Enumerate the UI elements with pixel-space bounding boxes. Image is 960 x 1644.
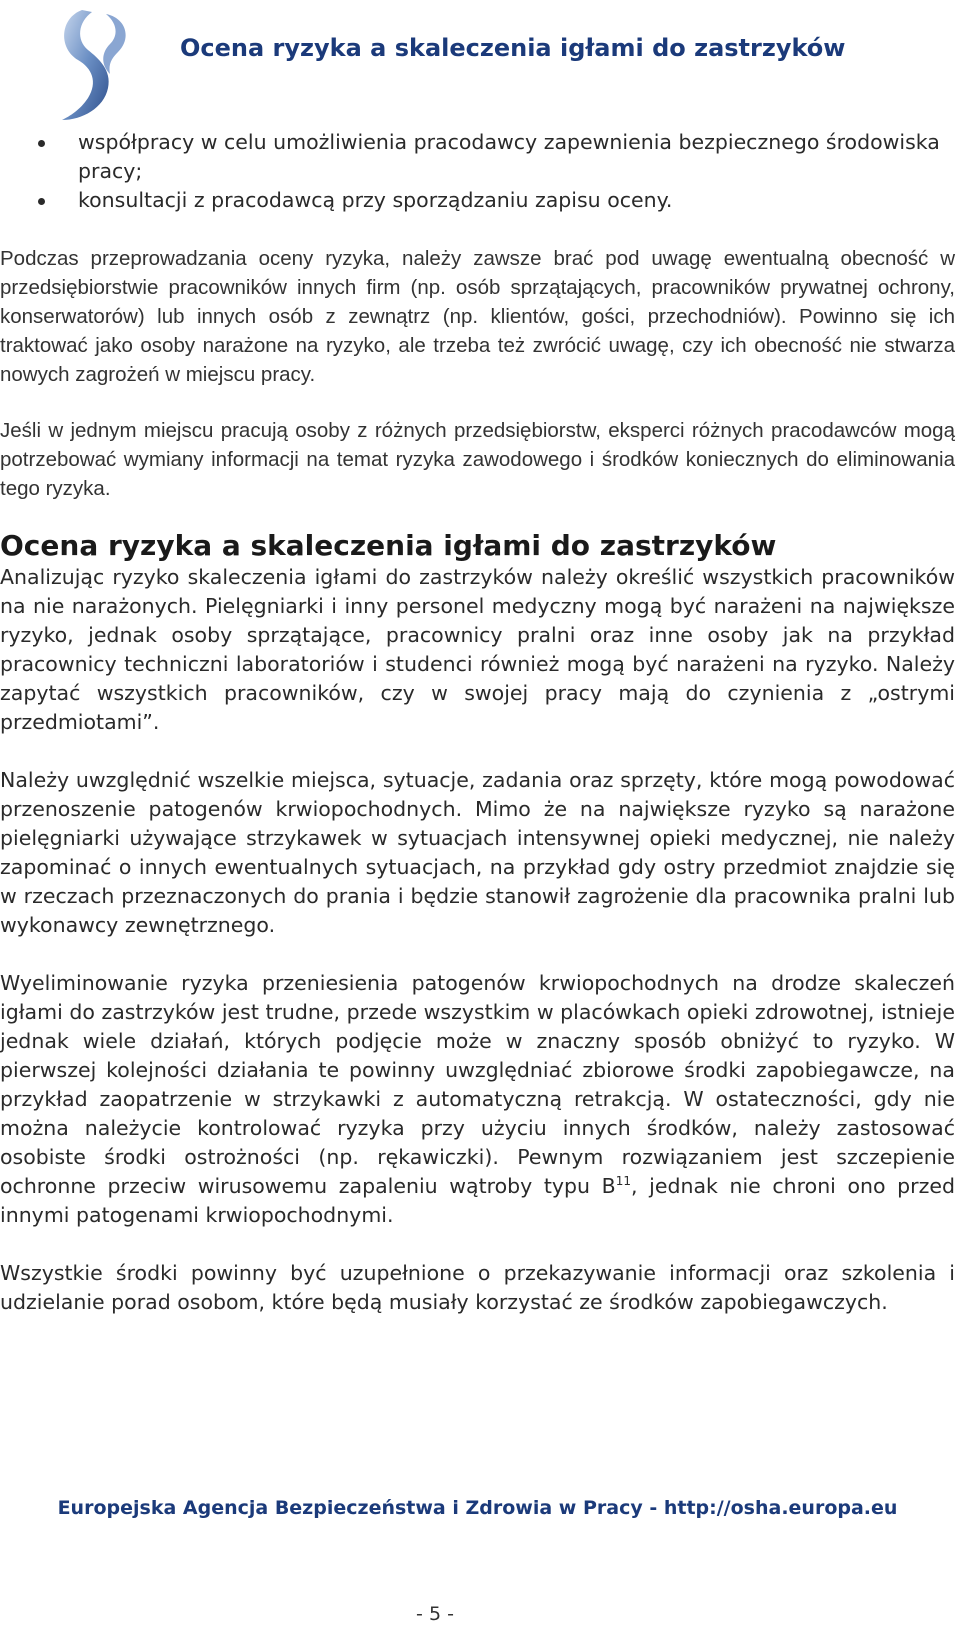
paragraph: Podczas przeprowadzania oceny ryzyka, należy zawsze brać pod uwagę ewentualną obecność w przedsiębiorstwie pracowników innych firm (np. osób sprzątających, pracowników prywatnej ochrony, konserwatorów) lub innych osób z zewnątrz (np. klientów, gości, przechodniów). Powinno się ich traktować jako osoby narażone na ryzyko, ale trzeba też zwrócić uwagę, czy ich obecność nie stwarza nowych zagrożeń w miejscu pracy. <box>0 247 955 386</box>
bullet-icon <box>38 198 45 205</box>
paragraph: Należy uwzględnić wszelkie miejsca, sytuacje, zadania oraz sprzęty, które mogą powodować przenoszenie patogenów krwiopochodnych. Mimo że na największe ryzyko są narażone pielęgniarki używające strzykawek w sytuacjach intensywnej opieki medycznej, nie należy zapominać o innych ewentualnych sytuacjach, na przykład gdy ostry przedmiot znajdzie się w rzeczach przeznaczonych do prania i będzie stanowił zagrożenie dla pracownika pralni lub wykonawcy zewnętrznego. <box>0 768 955 937</box>
paragraph <box>0 969 955 1230</box>
paragraph: Wszystkie środki powinny być uzupełnione o przekazywanie informacji oraz szkolenia i udzielanie porad osobom, które będą musiały korzystać ze środków zapobiegawczych. <box>0 1261 955 1314</box>
section-heading: Ocena ryzyka a skaleczenia igłami do zastrzyków <box>0 529 777 562</box>
list-item <box>0 128 955 186</box>
list-item <box>0 186 955 215</box>
document-body <box>0 128 955 1317</box>
bullet-icon <box>38 140 45 147</box>
paragraph: Jeśli w jednym miejscu pracują osoby z różnych przedsiębiorstw, eksperci różnych pracodawców mogą potrzebować wymiany informacji na temat ryzyka zawodowego i środków koniecznych do eliminowania tego ryzyka. <box>0 419 955 500</box>
paragraph-text: Wyeliminowanie ryzyka przeniesienia patogenów krwiopochodnych na drodze skaleczeń igłami do zastrzyków jest trudne, przede wszystkim w placówkach opieki zdrowotnej, istnieje jednak wiele działań, których podjęcie może w znaczny sposób obniżyć to ryzyko. W pierwszej kolejności działania te powinny uwzględniać zbiorowe środki zapobiegawcze, na przykład zaopatrzenie w strzykawki z automatyczną retrakcją. W ostateczności, gdy nie można należycie kontrolować ryzyka przy użyciu innych środków, należy zastosować osobiste środki ostrożności (np. rękawiczki). Pewnym rozwiązaniem jest szczepienie ochronne przeciw wirusowemu zapaleniu wątroby typu B <box>0 971 955 1198</box>
footnote-reference[interactable]: 11 <box>615 1174 632 1189</box>
list-item-text: konsultacji z pracodawcą przy sporządzaniu zapisu oceny. <box>78 188 673 212</box>
paragraph: Analizując ryzyko skaleczenia igłami do zastrzyków należy określić wszystkich pracowników na nie narażonych. Pielęgniarki i inny personel medyczny mogą być narażeni na największe ryzyko, jednak osoby sprzątające, pracownicy pralni oraz inne osoby jak na przykład pracownicy techniczni laboratoriów i studenci również mogą być narażeni na ryzyko. Należy zapytać wszystkich pracowników, czy w swojej pracy mają do czynienia z „ostrymi przedmiotami”. <box>0 565 955 734</box>
list-item-text: współpracy w celu umożliwienia pracodawcy zapewnienia bezpiecznego środowiska pracy; <box>78 130 940 183</box>
page-header-title: Ocena ryzyka a skaleczenia igłami do zastrzyków <box>180 34 846 62</box>
osha-logo-icon <box>52 4 144 124</box>
paragraph-text: , jednak nie chroni ono przed innymi patogenami krwiopochodnymi. <box>0 1174 955 1227</box>
page-footer: Europejska Agencja Bezpieczeństwa i Zdrowia w Pracy - http://osha.europa.eu <box>57 1497 898 1519</box>
bullet-list <box>0 128 955 215</box>
page-number: - 5 - <box>416 1603 454 1625</box>
